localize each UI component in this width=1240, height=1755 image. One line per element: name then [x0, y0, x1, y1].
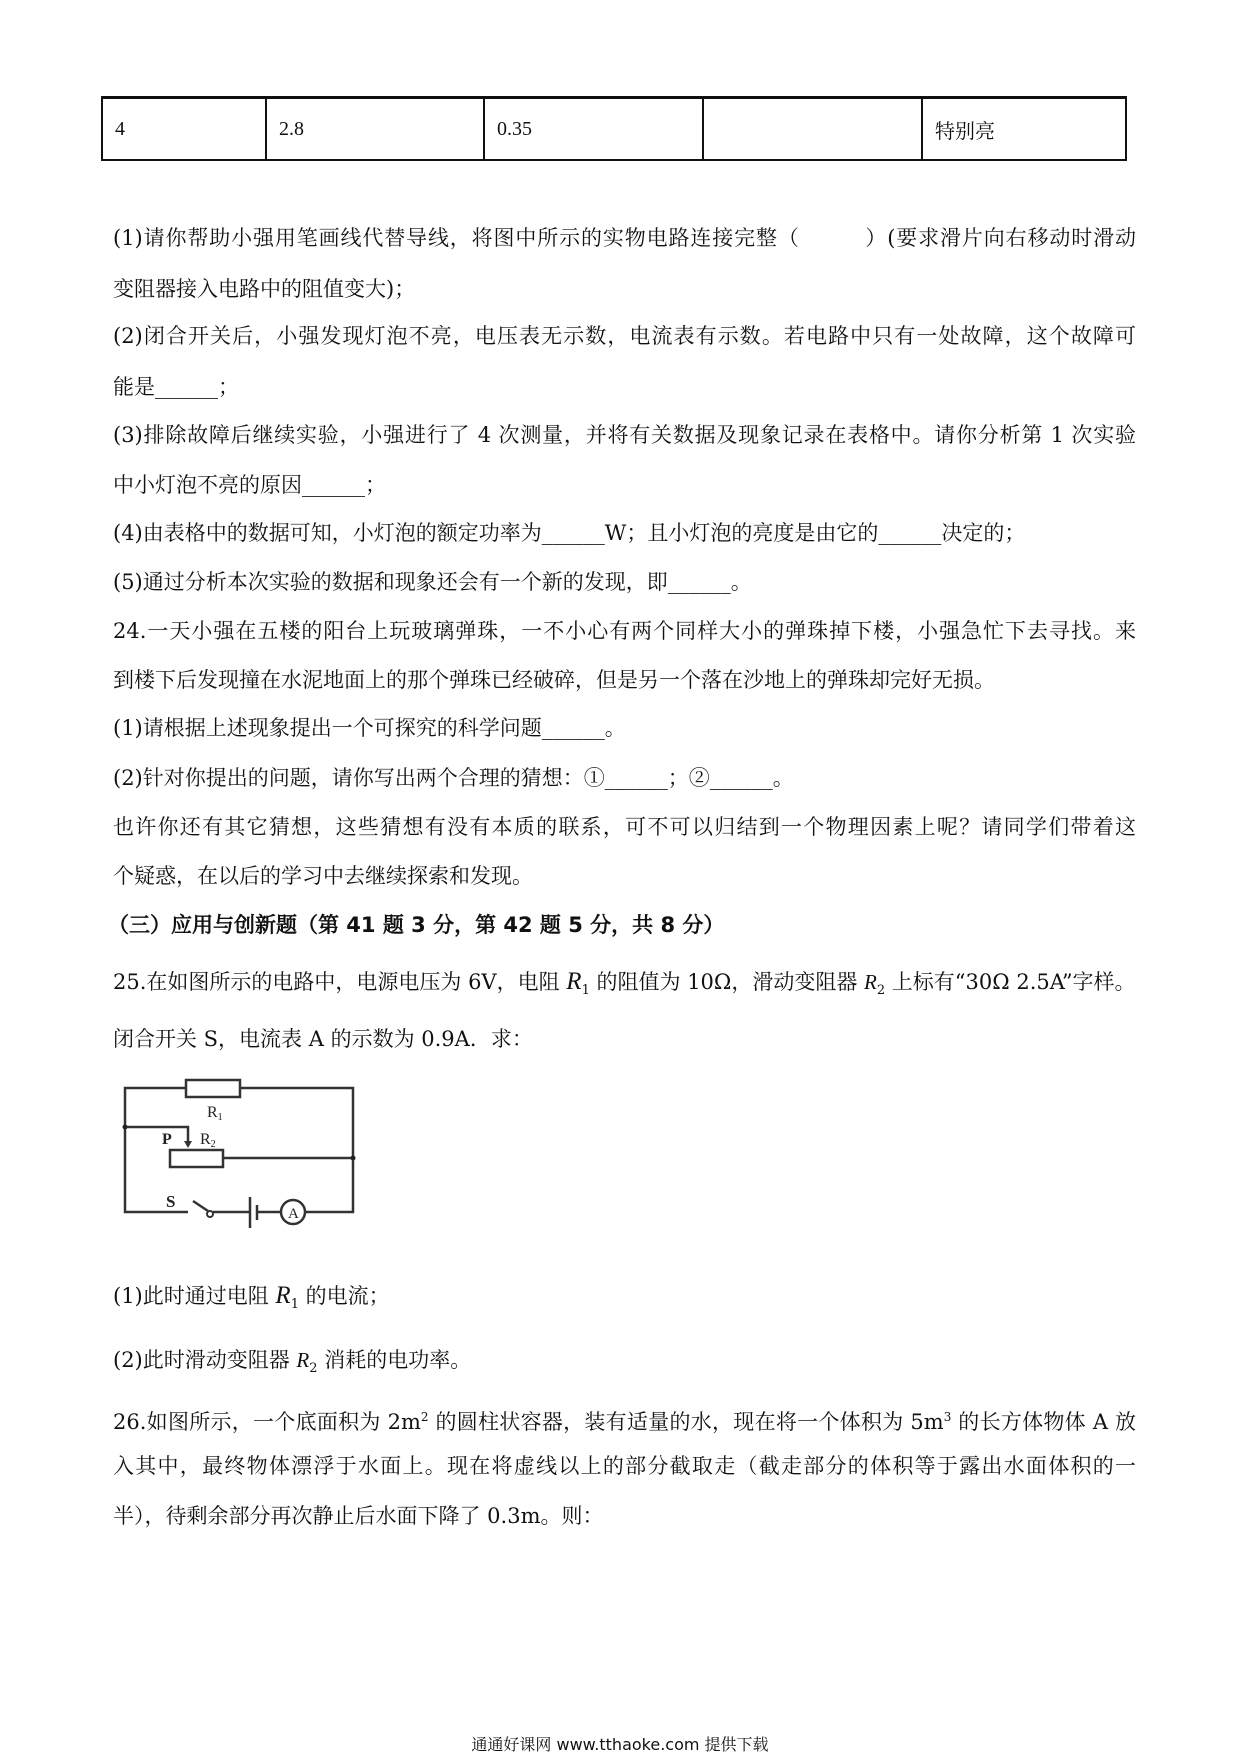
slider-arrow-icon — [184, 1141, 192, 1148]
table-cell: 特别亮 — [922, 98, 1126, 161]
q25-line1 — [113, 968, 1136, 1005]
label-a: A — [288, 1206, 299, 1222]
q23-part1-line1: (1)请你帮助小强用笔画线代替导线，将图中所示的实物电路连接完整（ ）(要求滑片向右移动时滑动 — [113, 226, 1136, 250]
table-cell — [703, 98, 922, 161]
q23-part2-line2: 能是______； — [113, 375, 239, 399]
q25-line2: 闭合开关 S，电流表 A 的示数为 0.9A．求： — [113, 1027, 533, 1051]
text: 上标有“30Ω 2.5A”字样。 — [885, 970, 1136, 994]
label-s: S — [166, 1192, 176, 1211]
text: (2)此时滑动变阻器 — [113, 1348, 297, 1372]
subscript: 2 — [876, 983, 886, 999]
q23-part3-line2: 中小灯泡不亮的原因______； — [113, 473, 386, 497]
variable-r1: R — [566, 968, 582, 995]
q24-line4: 个疑惑，在以后的学习中去继续探索和发现。 — [113, 864, 533, 888]
label-r2: R2 — [200, 1131, 216, 1150]
text: 消耗的电功率。 — [317, 1348, 472, 1372]
table-cell: 4 — [102, 98, 266, 161]
superscript: 2 — [420, 1410, 429, 1424]
q26-line2: 入其中，最终物体漂浮于水面上。现在将虚线以上的部分截取走（截走部分的体积等于露出水面体积的一 — [113, 1454, 1136, 1478]
q24-part2: (2)针对你提出的问题，请你写出两个合理的猜想：①______；②______。 — [113, 766, 794, 790]
q23-part3-line1: (3)排除故障后继续实验，小强进行了 4 次测量，并将有关数据及现象记录在表格中。请你分析第 1 次实验 — [113, 423, 1136, 447]
label-p: P — [162, 1131, 172, 1148]
q26-line1 — [113, 1403, 1136, 1436]
text: 的阻值为 10Ω，滑动变阻器 — [589, 970, 865, 994]
superscript: 3 — [943, 1410, 952, 1424]
variable-r2: R — [296, 1348, 310, 1372]
text: 26.如图所示，一个底面积为 2m — [113, 1410, 421, 1434]
q24-line2: 到楼下后发现撞在水泥地面上的那个弹珠已经破碎，但是另一个落在沙地上的弹珠却完好无损。 — [113, 668, 995, 692]
wire-right — [240, 1088, 353, 1212]
data-table — [101, 96, 1127, 161]
text: (1)此时通过电阻 — [113, 1284, 276, 1308]
text: 的电流； — [298, 1284, 390, 1308]
q23-part2-line1: (2)闭合开关后，小强发现灯泡不亮，电压表无示数，电流表有示数。若电路中只有一处故障，这个故障可 — [113, 324, 1136, 348]
variable-r1: R — [275, 1282, 291, 1309]
q25-part2 — [113, 1346, 1136, 1383]
section-heading: （三）应用与创新题（第 41 题 3 分，第 42 题 5 分，共 8 分） — [108, 913, 725, 937]
subscript: 1 — [290, 1297, 299, 1313]
table-cell: 2.8 — [266, 98, 484, 161]
switch-pivot — [207, 1211, 213, 1217]
junction-dot — [123, 1125, 128, 1130]
q24-line1: 24.一天小强在五楼的阳台上玩玻璃弹珠，一不小心有两个同样大小的弹珠掉下楼，小强急忙下去寻找。来 — [113, 619, 1136, 643]
q24-line3: 也许你还有其它猜想，这些猜想有没有本质的联系，可不可以归结到一个物理因素上呢？请同学们带着这 — [113, 815, 1136, 839]
switch-lever — [193, 1201, 208, 1211]
q23-part5: (5)通过分析本次实验的数据和现象还会有一个新的发现，即______。 — [113, 570, 752, 594]
q23-part4: (4)由表格中的数据可知，小灯泡的额定功率为______W；且小灯泡的亮度是由它的______决定的； — [113, 521, 1026, 545]
q25-part1 — [113, 1282, 1136, 1319]
wire-slider — [125, 1127, 188, 1143]
table-row — [102, 98, 1126, 161]
table-cell: 0.35 — [484, 98, 703, 161]
junction-dot — [351, 1156, 356, 1161]
resistor-r1 — [186, 1080, 240, 1097]
text: 25.在如图所示的电路中，电源电压为 6V，电阻 — [113, 970, 567, 994]
q24-part1: (1)请根据上述现象提出一个可探究的科学问题______。 — [113, 716, 626, 740]
subscript: 1 — [581, 983, 590, 999]
variable-r2: R — [864, 970, 877, 994]
subscript: 2 — [309, 1361, 318, 1377]
text: 的长方体物体 A 放 — [951, 1410, 1136, 1434]
rheostat-r2 — [170, 1150, 223, 1167]
q26-line3: 半），待剩余部分再次静止后水面下降了 0.3m。则： — [113, 1504, 604, 1528]
text: 的圆柱状容器，装有适量的水，现在将一个体积为 5m — [428, 1410, 944, 1434]
q23-part1-line2: 变阻器接入电路中的阻值变大)； — [113, 277, 416, 301]
footer-watermark: 通通好课网 www.tthaoke.com 提供下载 — [471, 1735, 769, 1754]
circuit-diagram — [100, 1060, 400, 1260]
label-r1: R1 — [207, 1104, 223, 1123]
